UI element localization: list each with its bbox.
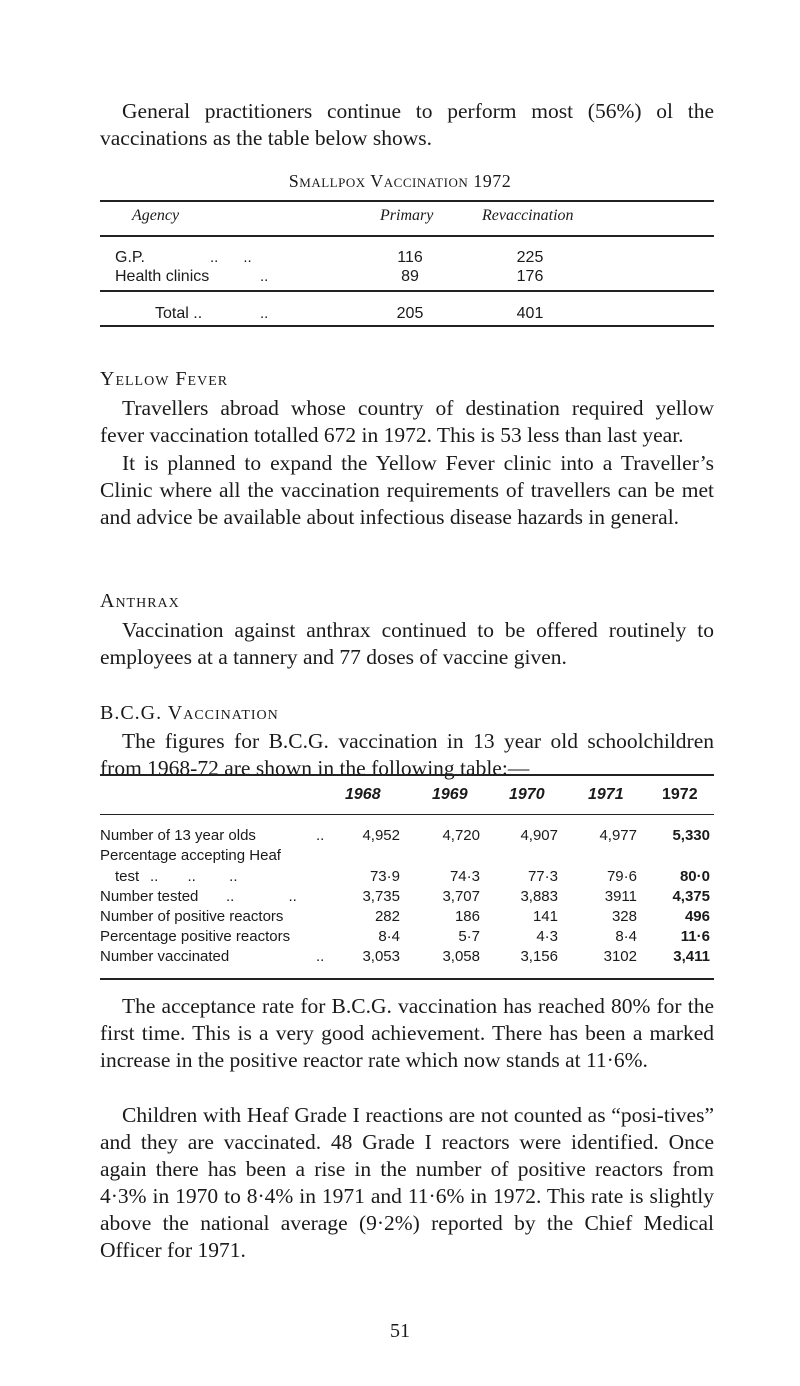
row-label: Number tested — [100, 888, 199, 905]
intro-paragraph: General practitioners continue to perform most (56%) ol the vaccinations as the table below shows. — [100, 99, 714, 150]
value-cell: 3,707 — [442, 888, 480, 905]
total-label: Total .. — [155, 305, 203, 322]
leader-dots: .. — [260, 305, 269, 322]
value-cell: 80·0 — [679, 868, 710, 885]
value-cell: 328 — [611, 908, 637, 925]
table-rule — [100, 235, 714, 237]
revacc-cell: 176 — [516, 268, 544, 285]
value-cell: 74·3 — [449, 868, 480, 885]
row-label: Number of positive reactors — [100, 908, 284, 925]
row-label: Percentage accepting Heaf — [100, 847, 281, 864]
value-cell: 282 — [374, 908, 400, 925]
value-cell: 8·4 — [378, 928, 400, 945]
table-rule — [100, 814, 714, 815]
header-revaccination: Revaccination — [482, 207, 574, 224]
row-label: Number vaccinated — [100, 948, 230, 965]
value-cell: 11·6 — [680, 928, 710, 945]
leader-dots: .. .. .. — [150, 868, 238, 885]
total-revacc: 401 — [516, 305, 544, 322]
value-cell: 3,883 — [520, 888, 558, 905]
section-heading-yellow-fever: Yellow Fever — [100, 368, 229, 390]
agency-cell: G.P. — [115, 249, 145, 266]
year-header: 1969 — [432, 786, 468, 803]
year-header: 1972 — [662, 786, 698, 803]
smallpox-table-caption: Smallpox Vaccination 1972 — [288, 171, 512, 191]
value-cell: 3,156 — [520, 948, 558, 965]
leader-dots: .. — [316, 827, 325, 844]
primary-cell: 116 — [397, 249, 423, 266]
table-rule — [100, 325, 714, 327]
leader-dots: .. — [316, 948, 325, 965]
table-rule — [100, 774, 714, 776]
header-agency: Agency — [132, 207, 180, 224]
value-cell: 496 — [684, 908, 710, 925]
total-primary: 205 — [396, 305, 424, 322]
value-cell: 77·3 — [527, 868, 558, 885]
table-rule — [100, 200, 714, 202]
value-cell: 3911 — [604, 888, 637, 905]
section-heading-anthrax: Anthrax — [100, 590, 180, 612]
value-cell: 4,952 — [362, 827, 400, 844]
primary-cell: 89 — [401, 268, 419, 285]
value-cell: 4,977 — [599, 827, 637, 844]
leader-dots: .. — [260, 268, 269, 285]
value-cell: 8·4 — [615, 928, 637, 945]
value-cell: 141 — [532, 908, 558, 925]
leader-dots: .. .. — [226, 888, 297, 905]
agency-cell: Health clinics — [115, 268, 210, 285]
header-primary: Primary — [380, 207, 434, 224]
page-number: 51 — [390, 1320, 410, 1342]
revacc-cell: 225 — [516, 249, 544, 266]
year-header: 1968 — [345, 786, 381, 803]
value-cell: 4·3 — [536, 928, 558, 945]
value-cell: 79·6 — [606, 868, 637, 885]
value-cell: 5,330 — [672, 827, 710, 844]
anthrax-paragraph: Vaccination against anthrax continued to be offered routinely to employees at a tannery and 77 doses of vaccine given. — [100, 618, 714, 669]
table-rule — [100, 290, 714, 292]
row-label: Number of 13 year olds — [100, 827, 256, 844]
row-label-continued: test — [115, 868, 140, 885]
row-label: Percentage positive reactors — [100, 928, 291, 945]
section-heading-bcg: B.C.G. Vaccination — [100, 702, 279, 724]
value-cell: 3,053 — [362, 948, 400, 965]
bcg-paragraph-2: Children with Heaf Grade I reactions are not counted as “posi-tives” and they are vaccinated. 48 Grade I reactors were identified. Once again there has been a rise in the number of positive reactors from 4·3% in 1970 to 8·4% in 1971 and 11·6% in 1972. This rate is slightly above the national average (9·2%) reported by the Chief Medical Officer for 1971. — [100, 1103, 714, 1262]
value-cell: 3,735 — [362, 888, 400, 905]
bcg-paragraph-1: The acceptance rate for B.C.G. vaccination has reached 80% for the first time. This is a very good achievement. There has been a marked increase in the positive reactor rate which now stands at 11·6%. — [100, 994, 714, 1072]
value-cell: 4,375 — [672, 888, 710, 905]
year-header: 1970 — [509, 786, 545, 803]
year-header: 1971 — [588, 786, 624, 803]
value-cell: 73·9 — [369, 868, 400, 885]
bcg-intro-paragraph: The figures for B.C.G. vaccination in 13 year old schoolchildren from 1968-72 are shown in the following table:— — [100, 729, 714, 780]
leader-dots: .. .. — [210, 249, 252, 266]
value-cell: 186 — [454, 908, 480, 925]
value-cell: 4,720 — [442, 827, 480, 844]
yellow-fever-paragraph-1: Travellers abroad whose country of destination required yellow fever vaccination totalled 672 in 1972. This is 53 less than last year. — [100, 396, 714, 447]
value-cell: 3,058 — [442, 948, 480, 965]
yellow-fever-paragraph-2: It is planned to expand the Yellow Fever clinic into a Traveller’s Clinic where all the vaccination requirements of travellers can be met and advice be available about infectious disease hazards in general. — [100, 451, 714, 529]
table-rule — [100, 978, 714, 980]
value-cell: 3102 — [603, 948, 637, 965]
value-cell: 3,411 — [673, 948, 710, 965]
value-cell: 5·7 — [458, 928, 480, 945]
value-cell: 4,907 — [520, 827, 558, 844]
